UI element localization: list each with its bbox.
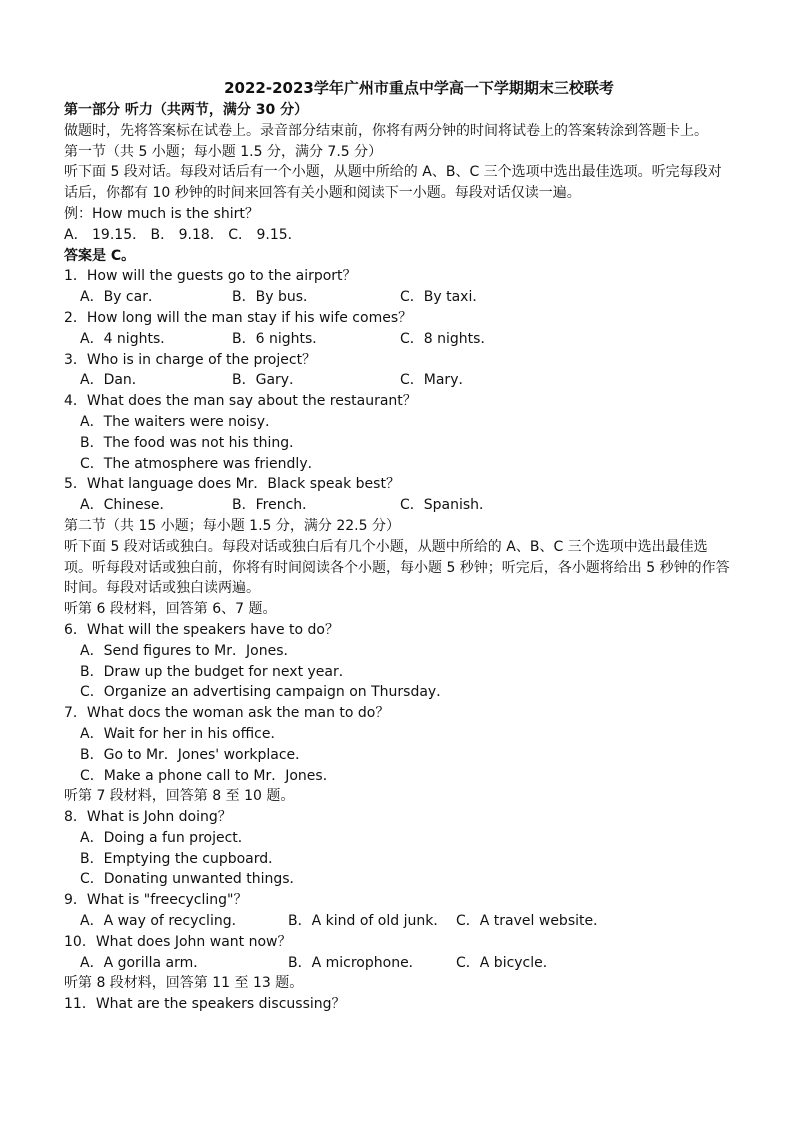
- example-question: 例：How much is the shirt？: [64, 205, 259, 222]
- option-a: A．Chinese．: [80, 497, 174, 514]
- option-c: C．Mary．: [400, 372, 473, 389]
- question-4: 4．What does the man say about the restaurant？: [64, 393, 417, 410]
- option-b: B．Gary．: [232, 372, 304, 389]
- option-a: A．Send figures to Mr．Jones．: [80, 642, 298, 659]
- material-8-intro: 听第 8 段材料，回答第 11 至 13 题。: [64, 975, 304, 992]
- question-11: 11．What are the speakers discussing？: [64, 996, 346, 1013]
- option-a: A．A gorilla arm．: [80, 954, 208, 971]
- option-b: B．A kind of old junk．: [288, 913, 448, 930]
- page-title: 2022-2023学年广州市重点中学高一下学期期末三校联考: [224, 79, 614, 97]
- option-a: A．Dan．: [80, 372, 146, 389]
- question-2: 2．How long will the man stay if his wife comes？: [64, 309, 413, 326]
- option-b: B．French．: [232, 497, 317, 514]
- option-a: A．By car．: [80, 289, 162, 306]
- question-6: 6．What will the speakers have to do？: [64, 621, 339, 638]
- option-c: C．Donating unwanted things．: [80, 871, 304, 888]
- question-2-options: [64, 329, 734, 350]
- example-answer: 答案是 C。: [64, 247, 136, 264]
- material-6-intro: 听第 6 段材料，回答第 6、7 题。: [64, 601, 277, 618]
- part1-heading: 第一部分 听力（共两节，满分 30 分）: [64, 102, 309, 118]
- exam-page: [64, 78, 734, 1015]
- question-5-options: [64, 495, 734, 516]
- question-9-options: [64, 911, 734, 932]
- material-7-intro: 听第 7 段材料，回答第 8 至 10 题。: [64, 788, 295, 805]
- section1-instruction: 听下面 5 段对话。每段对话后有一个小题，从题中所给的 A、B、C 三个选项中选出最佳选项。听完每段对话后，你都有 10 秒钟的时间来回答有关小题和阅读下一小题。每段对话仅读一遍。: [64, 164, 722, 202]
- option-c: C．Spanish．: [400, 497, 494, 514]
- option-c: C．Make a phone call to Mr．Jones．: [80, 767, 337, 784]
- option-b: B．By bus．: [232, 289, 317, 306]
- option-c: C．A bicycle．: [456, 954, 557, 971]
- section2-instruction: 听下面 5 段对话或独白。每段对话或独白后有几个小题，从题中所给的 A、B、C 三个选项中选出最佳选项。听每段对话或独白前，你将有时间阅读各个小题，每小题 5 秒钟；听完后，各小题将给出 5 秒钟的作答时间。每段对话或独白读两遍。: [64, 538, 730, 597]
- example-options: A． 19.15． B． 9.18． C． 9.15．: [64, 226, 302, 243]
- question-10: 10．What does John want now？: [64, 933, 292, 950]
- part1-instruction: 做题时，先将答案标在试卷上。录音部分结束前，你将有两分钟的时间将试卷上的答案转涂到答题卡上。: [64, 122, 708, 139]
- option-b: B．A microphone．: [288, 954, 423, 971]
- option-a: A．Wait for her in his office．: [80, 725, 285, 742]
- question-7: 7．What docs the woman ask the man to do？: [64, 705, 390, 722]
- option-a: A．Doing a fun project．: [80, 829, 252, 846]
- option-b: B．6 nights．: [232, 330, 327, 347]
- question-3-options: [64, 370, 734, 391]
- question-8: 8．What is John doing？: [64, 809, 232, 826]
- option-c: C．The atmosphere was friendly．: [80, 455, 322, 472]
- option-c: C．A travel website．: [456, 913, 608, 930]
- option-b: B．Draw up the budget for next year．: [80, 663, 353, 680]
- question-1-options: [64, 287, 734, 308]
- option-c: C．By taxi．: [400, 289, 487, 306]
- question-10-options: [64, 953, 734, 974]
- option-b: B．Emptying the cupboard．: [80, 850, 283, 867]
- option-b: B．Go to Mr．Jones' workplace．: [80, 746, 310, 763]
- question-3: 3．Who is in charge of the project？: [64, 351, 317, 368]
- option-a: A．4 nights．: [80, 330, 175, 347]
- section2-heading: 第二节（共 15 小题；每小题 1.5 分，满分 22.5 分）: [64, 517, 400, 534]
- option-a: A．The waiters were noisy．: [80, 413, 280, 430]
- question-9: 9．What is "freecycling"？: [64, 892, 248, 909]
- question-5: 5．What language does Mr．Black speak best？: [64, 476, 400, 493]
- question-1: 1．How will the guests go to the airport？: [64, 268, 357, 285]
- option-c: C．8 nights．: [400, 330, 495, 347]
- option-b: B．The food was not his thing．: [80, 434, 304, 451]
- option-a: A．A way of recycling．: [80, 913, 246, 930]
- section1-heading: 第一节（共 5 小题；每小题 1.5 分，满分 7.5 分）: [64, 143, 383, 160]
- option-c: C．Organize an advertising campaign on Thursday．: [80, 684, 451, 701]
